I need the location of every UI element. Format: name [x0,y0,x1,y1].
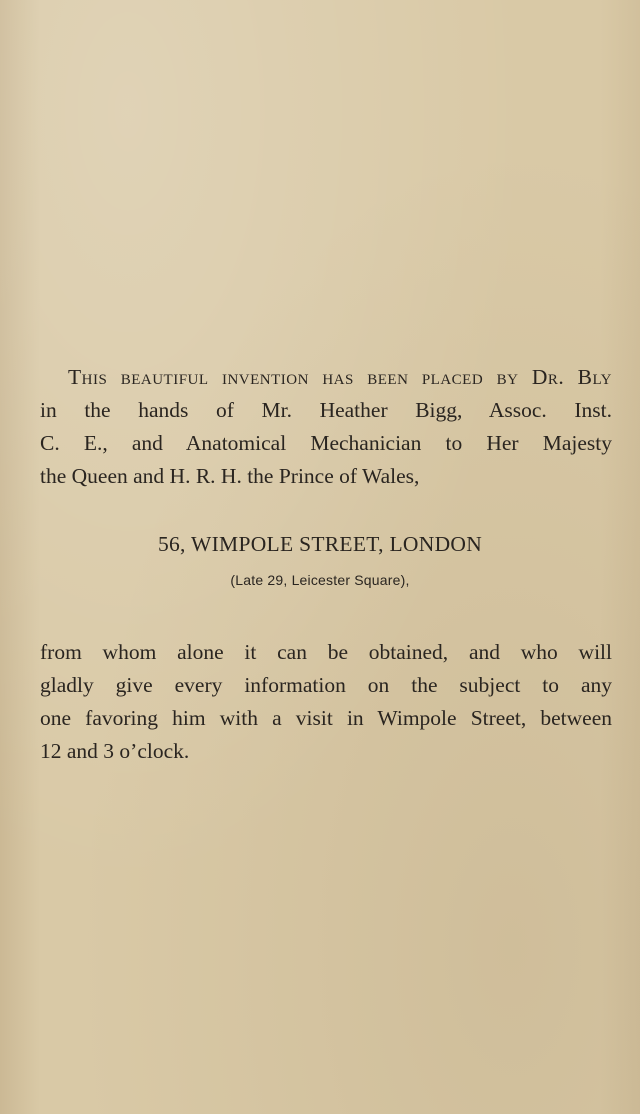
intro-line-2-text: in the hands of Mr. Heather Bigg, Assoc. Inst. [40,398,612,422]
contact-line-4: 12 and 3 o’clock. [40,739,190,763]
intro-line-2 [40,394,612,427]
contact-paragraph [40,636,612,768]
street-address: 56, WIMPOLE STREET, LONDON [157,532,483,556]
intro-line-1: This beautiful invention has been placed by Dr. Bly [68,365,612,389]
address-note: (Late 29, Leicester Square), [230,572,410,588]
intro-paragraph [40,361,612,493]
contact-line-1: from whom alone it can be obtained, and who will [40,640,612,664]
contact-line-2: gladly give every information on the subject to any [40,673,612,697]
intro-line-3: C. E., and Anatomical Mechanician to Her Majesty [40,431,612,455]
intro-line-4: the Queen and H. R. H. the Prince of Wales, [40,464,420,488]
contact-line-3: one favoring him with a visit in Wimpole Street, between [40,706,612,730]
